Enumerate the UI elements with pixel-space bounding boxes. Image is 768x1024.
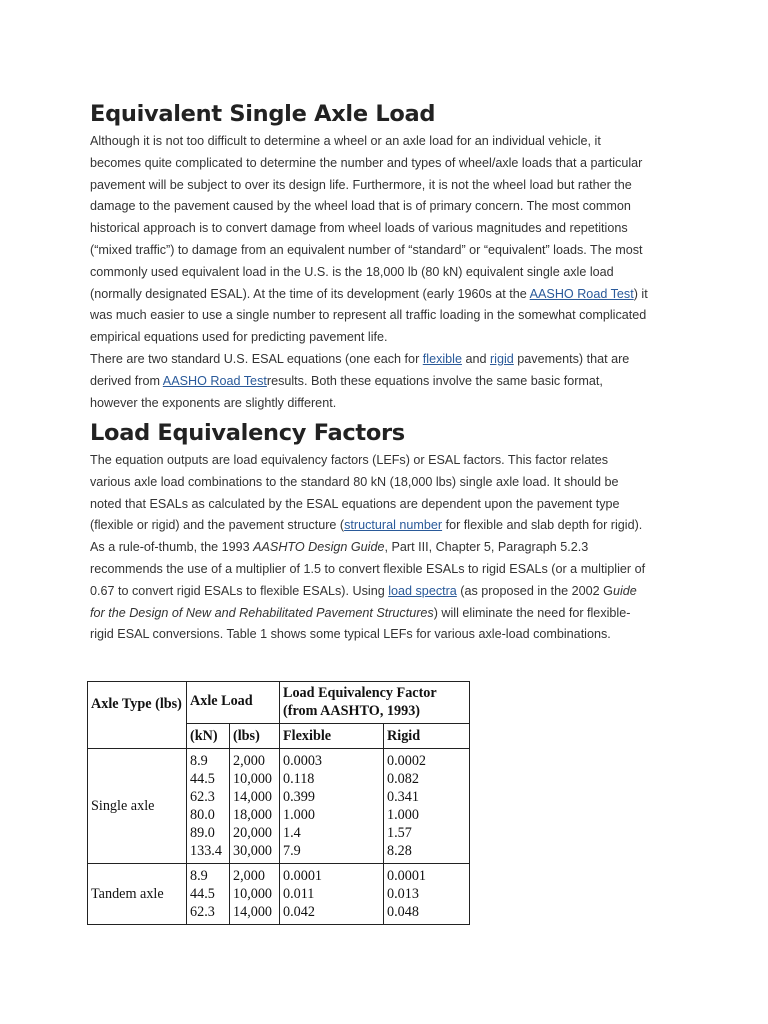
italic-text: AASHTO Design Guide — [253, 540, 385, 555]
text: results. Both these equations involve the same basic format, — [266, 373, 603, 388]
link-aasho-road-test[interactable]: AASHO Road Test — [162, 373, 267, 388]
kn-cell — [187, 864, 230, 925]
text-line — [90, 349, 710, 371]
text: various axle load combinations to the standard 80 kN (18,000 lbs) single axle load. It should be — [90, 474, 619, 489]
lbs-cell — [230, 749, 280, 864]
kn-value: 8.9 — [190, 753, 208, 769]
lbs-value: 30,000 — [233, 843, 273, 859]
link-aasho-road-test[interactable]: AASHO Road Test — [529, 286, 634, 301]
header-rigid: Rigid — [384, 724, 470, 749]
header-lbs: (lbs) — [230, 724, 280, 749]
table-row-group — [88, 864, 470, 925]
flexible-value: 0.011 — [283, 886, 315, 902]
text-line — [90, 262, 710, 284]
flexible-cell — [280, 749, 384, 864]
text-line — [90, 581, 710, 603]
text-line — [90, 240, 710, 262]
text: for flexible and slab depth for rigid). — [442, 518, 643, 533]
text: ) it — [633, 286, 648, 301]
rigid-cell — [384, 749, 470, 864]
text: derived from — [90, 373, 163, 388]
flexible-value: 1.000 — [283, 807, 315, 823]
paragraph-esal — [90, 131, 710, 414]
lbs-value: 10,000 — [233, 771, 273, 787]
italic-text: for the Design of New and Rehabilitated Pavement Structures — [90, 605, 434, 620]
text: and — [461, 351, 490, 366]
link-rigid[interactable]: rigid — [489, 351, 514, 366]
text: empirical equations used for predicting pavement life. — [90, 330, 388, 345]
flexible-value: 0.0003 — [283, 753, 323, 769]
header-lef: Load Equivalency Factor (from AASHTO, 1993) — [280, 682, 470, 724]
rigid-value: 8.28 — [387, 843, 412, 859]
text: pavement will be subject to over its design life. Furthermore, it is not the wheel load but rather the — [90, 177, 632, 192]
text: commonly used equivalent load in the U.S. is the 18,000 lb (80 kN) equivalent single axle load — [90, 264, 614, 279]
lbs-value: 14,000 — [233, 904, 273, 920]
axle-type-cell: Tandem axle — [88, 864, 187, 925]
lbs-value: 18,000 — [233, 807, 273, 823]
kn-cell — [187, 749, 230, 864]
italic-text: uide — [612, 583, 637, 598]
kn-value: 8.9 — [190, 868, 208, 884]
link-flexible[interactable]: flexible — [422, 351, 462, 366]
link-load-spectra[interactable]: load spectra — [388, 583, 457, 598]
text: ) will eliminate the need for flexible- — [433, 605, 631, 620]
text: becomes quite complicated to determine the number and types of wheel/axle loads that a particular — [90, 155, 643, 170]
header-axle-load: Axle Load — [187, 682, 280, 724]
rigid-value: 1.000 — [387, 807, 419, 823]
text: noted that ESALs as calculated by the ESAL equations are dependent upon the pavement type — [90, 496, 620, 511]
kn-value: 62.3 — [190, 789, 215, 805]
table-row-group — [88, 749, 470, 864]
header-kn: (kN) — [187, 724, 230, 749]
text-line — [90, 559, 710, 581]
rigid-value: 1.57 — [387, 825, 412, 841]
text-line — [90, 131, 710, 153]
text-line — [90, 153, 710, 175]
text: pavements) that are — [513, 351, 630, 366]
text-line — [90, 393, 710, 415]
rigid-value: 0.0002 — [387, 753, 427, 769]
axle-type-cell: Single axle — [88, 749, 187, 864]
heading-equivalent-single-axle-load: Equivalent Single Axle Load — [90, 101, 436, 127]
lbs-value: 14,000 — [233, 789, 273, 805]
lbs-value: 2,000 — [233, 868, 265, 884]
text: As a rule-of-thumb, the 1993 — [90, 540, 254, 555]
flexible-value: 0.042 — [283, 904, 315, 920]
text-line — [90, 450, 710, 472]
text: (“mixed traffic”) to damage from an equivalent number of “standard” or “equivalent” loads. The most — [90, 242, 643, 257]
lbs-value: 20,000 — [233, 825, 273, 841]
heading-load-equivalency-factors: Load Equivalency Factors — [90, 420, 405, 446]
text-line — [90, 472, 710, 494]
flexible-value: 7.9 — [283, 843, 301, 859]
link-structural-number[interactable]: structural number — [344, 518, 443, 533]
kn-value: 62.3 — [190, 904, 215, 920]
text: however the exponents are slightly different. — [90, 395, 337, 410]
flexible-value: 1.4 — [283, 825, 301, 841]
paragraph-lef — [90, 450, 710, 646]
flexible-value: 0.0001 — [283, 868, 323, 884]
text: recommends the use of a multiplier of 1.5 to convert flexible ESALs to rigid ESALs (or a multiplier of — [90, 561, 646, 576]
text: The equation outputs are load equivalency factors (LEFs) or ESAL factors. This factor relates — [90, 453, 609, 467]
kn-value: 80.0 — [190, 807, 215, 823]
text-line — [90, 494, 710, 516]
lbs-cell — [230, 864, 280, 925]
text: damage to the pavement caused by the wheel load that is of primary concern. The most common — [90, 199, 631, 214]
text-line — [90, 284, 710, 306]
text: , Part III, Chapter 5, Paragraph 5.2.3 — [384, 540, 589, 555]
text: (normally designated ESAL). At the time of its development (early 1960s at the — [90, 286, 530, 301]
rigid-cell — [384, 864, 470, 925]
text: rigid ESAL conversions. Table 1 shows some typical LEFs for various axle-load combinations. — [90, 627, 611, 642]
text-line — [90, 327, 710, 349]
lef-table — [87, 681, 470, 925]
rigid-value: 0.048 — [387, 904, 419, 920]
flexible-value: 0.399 — [283, 789, 315, 805]
text: (flexible or rigid) and the pavement structure ( — [90, 518, 345, 533]
lbs-value: 10,000 — [233, 886, 273, 902]
flexible-value: 0.118 — [283, 771, 315, 787]
text-line — [90, 371, 710, 393]
text-line — [90, 196, 710, 218]
text: (as proposed in the 2002 G — [456, 583, 613, 598]
kn-value: 89.0 — [190, 825, 215, 841]
text: There are two standard U.S. ESAL equations (one each for — [90, 351, 423, 366]
text-line — [90, 515, 710, 537]
rigid-value: 0.341 — [387, 789, 419, 805]
header-axle-type: Axle Type (lbs) — [88, 682, 187, 749]
rigid-value: 0.0001 — [387, 868, 427, 884]
text: 0.67 to convert rigid ESALs to flexible ESALs). Using — [90, 583, 389, 598]
text-line — [90, 603, 710, 625]
text-line — [90, 537, 710, 559]
text-line — [90, 218, 710, 240]
flexible-cell — [280, 864, 384, 925]
kn-value: 133.4 — [190, 843, 222, 859]
text-line — [90, 624, 710, 646]
text-line — [90, 305, 710, 327]
text: Although it is not too difficult to determine a wheel or an axle load for an individual vehicle, it — [90, 134, 601, 148]
text: was much easier to use a single number to represent all traffic loading in the somewhat complicated — [90, 308, 647, 323]
text-line — [90, 175, 710, 197]
rigid-value: 0.013 — [387, 886, 419, 902]
kn-value: 44.5 — [190, 886, 215, 902]
lbs-value: 2,000 — [233, 753, 265, 769]
header-flexible: Flexible — [280, 724, 384, 749]
text: historical approach is to convert damage from wheel loads of various magnitudes and repetitions — [90, 221, 628, 236]
rigid-value: 0.082 — [387, 771, 419, 787]
kn-value: 44.5 — [190, 771, 215, 787]
